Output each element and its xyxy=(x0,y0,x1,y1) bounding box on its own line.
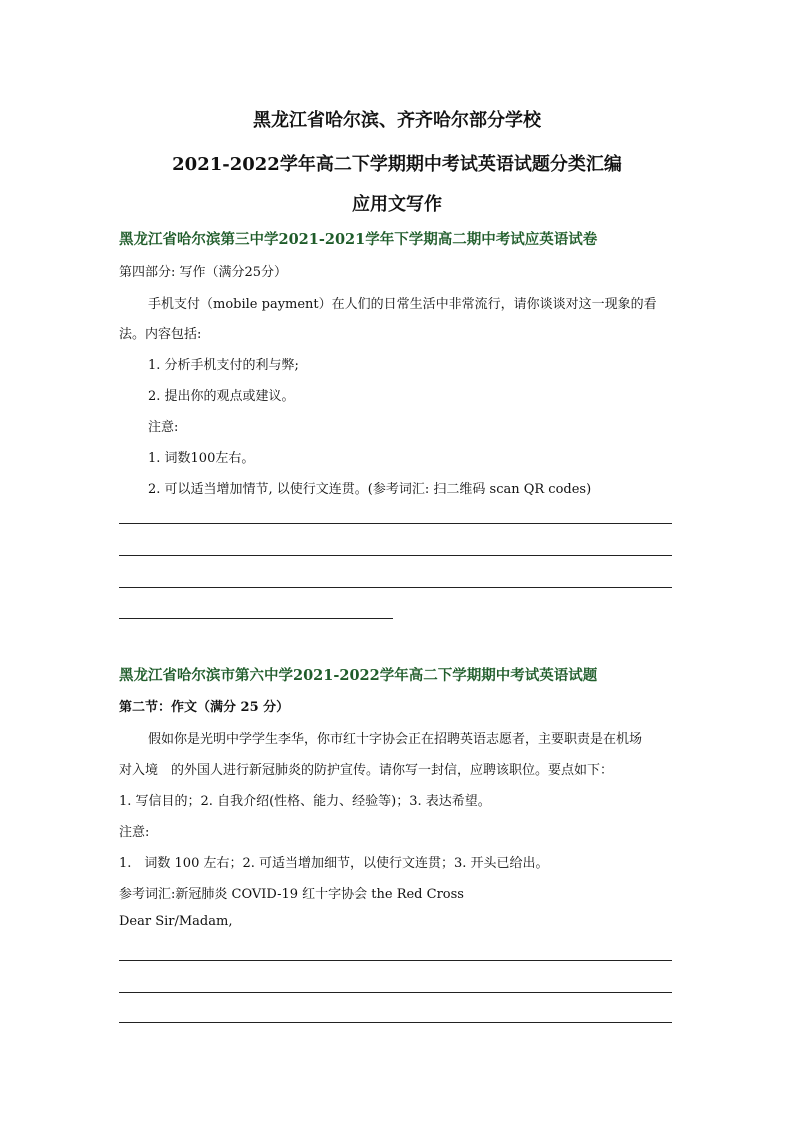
section2-prompt-line2: 对入境 的外国人进行新冠肺炎的防护宣传。请你写一封信，应聘该职位。要点如下： xyxy=(119,763,614,778)
answer-line xyxy=(119,960,672,961)
answer-line-short xyxy=(119,618,393,619)
section2-note-label: 注意: xyxy=(119,825,150,840)
section1-note-label: 注意: xyxy=(148,420,179,435)
title-line-1: 黑龙江省哈尔滨、齐齐哈尔部分学校 xyxy=(253,110,541,131)
section2-prompt-line1: 假如你是光明中学学生李华，你市红十字协会正在招聘英语志愿者，主要职责是在机场 xyxy=(148,732,643,747)
section2-note-1: 1. 词数 100 左右；2. 可适当增加细节，以使行文连贯；3. 开头已给出。 xyxy=(119,856,549,871)
section2-part-label: 第二节：作文（满分 25 分） xyxy=(119,700,290,715)
section2-heading: 黑龙江省哈尔滨市第六中学2021-2022学年高二下学期期中考试英语试题 xyxy=(119,667,598,684)
answer-line xyxy=(119,587,672,588)
title-line-2: 2021-2022学年高二下学期期中考试英语试题分类汇编 xyxy=(172,154,622,175)
section1-heading: 黑龙江省哈尔滨第三中学2021-2021学年下学期高二期中考试应英语试卷 xyxy=(119,231,598,248)
section1-note-2: 2. 可以适当增加情节, 以使行文连贯。(参考词汇: 扫二维码 scan QR codes) xyxy=(148,482,592,497)
section1-item-2: 2. 提出你的观点或建议。 xyxy=(148,389,295,404)
section1-item-1: 1. 分析手机支付的利与弊; xyxy=(148,358,299,373)
section1-prompt-line2: 法。内容包括: xyxy=(119,327,202,342)
answer-line xyxy=(119,523,672,524)
answer-line xyxy=(119,1022,672,1023)
section1-note-1: 1. 词数100左右。 xyxy=(148,451,255,466)
answer-line xyxy=(119,555,672,556)
section2-greeting: Dear Sir/Madam, xyxy=(119,914,233,929)
section2-points: 1. 写信目的；2. 自我介绍(性格、能力、经验等)；3. 表达希望。 xyxy=(119,794,491,809)
section2-vocab: 参考词汇:新冠肺炎 COVID-19 红十字协会 the Red Cross xyxy=(119,887,464,902)
title-line-3: 应用文写作 xyxy=(352,194,442,215)
section1-prompt-line1: 手机支付（mobile payment）在人们的日常生活中非常流行，请你谈谈对这一现象的看 xyxy=(148,297,657,312)
answer-line xyxy=(119,992,672,993)
section1-part-label: 第四部分: 写作（满分25分） xyxy=(119,265,288,280)
